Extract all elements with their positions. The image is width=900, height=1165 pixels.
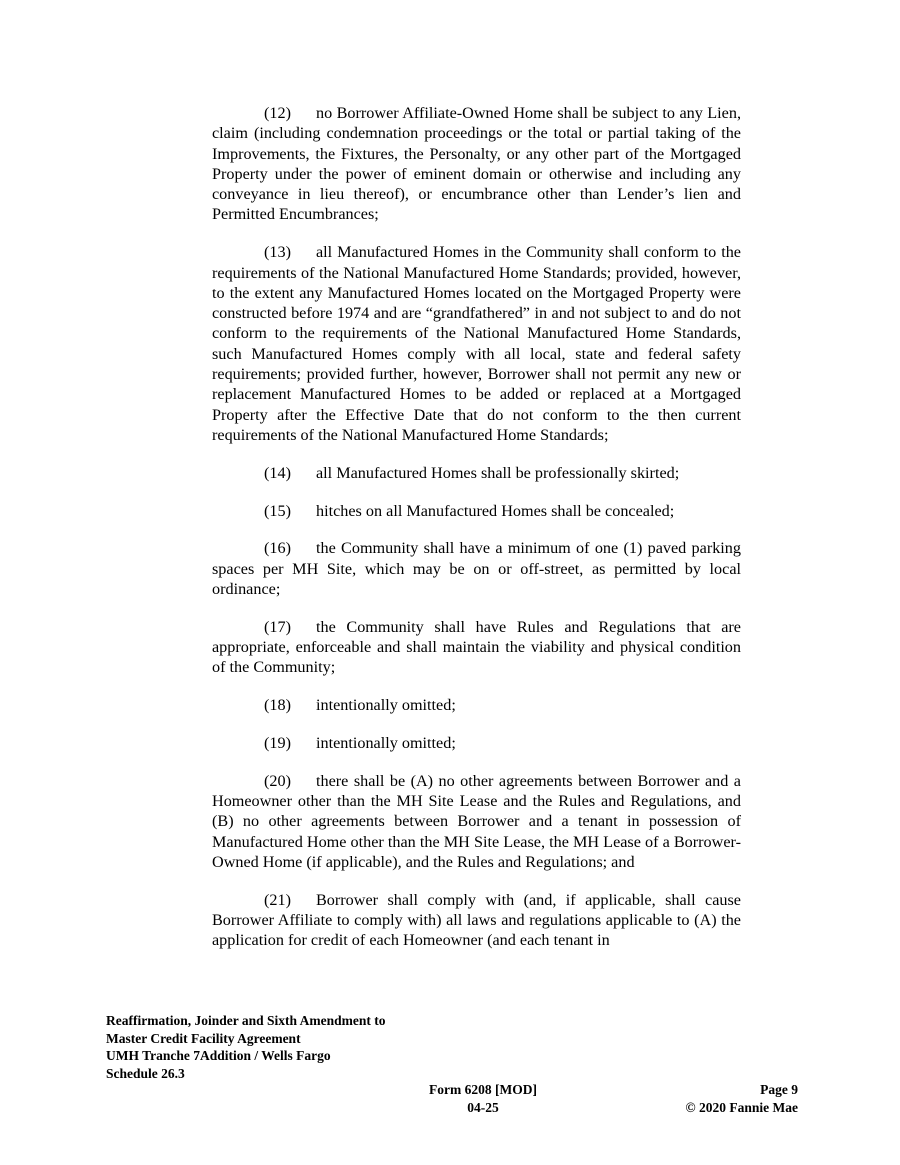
- footer-page-number: Page 9: [760, 1082, 798, 1097]
- paragraph-21: [212, 890, 741, 951]
- footer-copyright: © 2020 Fannie Mae: [685, 1099, 798, 1115]
- paragraph-17: [212, 617, 741, 678]
- footer-form-number: Form 6208 [MOD]: [429, 1082, 537, 1097]
- paragraph-20: [212, 771, 741, 872]
- paragraph-text: the Community shall have a minimum of one (1) paved parking spaces per MH Site, which may be on or off-street, as permitted by local ordinance;: [212, 539, 741, 598]
- paragraph-14: [212, 463, 741, 483]
- paragraph-number: (13): [264, 243, 291, 262]
- footer-document-title: [106, 1012, 386, 1082]
- footer-title-line: Reaffirmation, Joinder and Sixth Amendment to: [106, 1013, 386, 1028]
- paragraph-text: there shall be (A) no other agreements between Borrower and a Homeowner other than the MH Site Lease and the Rules and Regulations, and (B) no other agreements between Borrower and a tenant in possession of Manufactured Home other than the MH Site Lease, the MH Lease of a Borrower-Owned Home (if applicable), and the Rules and Regulations; and: [212, 771, 741, 871]
- paragraph-number: (16): [264, 539, 291, 558]
- paragraph-text: Borrower shall comply with (and, if applicable, shall cause Borrower Affiliate to comply with) all laws and regulations applicable to (A) the application for credit of each Homeowner (and each tenant in: [212, 890, 741, 950]
- paragraph-number: (18): [264, 696, 291, 715]
- paragraph-number: (12): [264, 104, 291, 122]
- paragraph-13: [212, 242, 741, 445]
- paragraph-number: (21): [264, 890, 291, 909]
- footer-form-info: [408, 1081, 558, 1116]
- paragraph-15: [212, 501, 741, 521]
- footer-title-line: UMH Tranche 7Addition / Wells Fargo: [106, 1048, 331, 1064]
- paragraph-text: all Manufactured Homes shall be professionally skirted;: [316, 463, 680, 482]
- paragraph-number: (15): [264, 501, 291, 520]
- footer-title-line: Master Credit Facility Agreement: [106, 1030, 301, 1046]
- paragraph-text: the Community shall have Rules and Regulations that are appropriate, enforceable and shall maintain the viability and physical condition of the Community;: [212, 617, 741, 677]
- footer-page-info: [646, 1081, 798, 1116]
- paragraph-number: (14): [264, 463, 291, 482]
- paragraph-19: [212, 733, 741, 753]
- paragraph-number: (20): [264, 771, 291, 790]
- paragraph-text: intentionally omitted;: [316, 696, 456, 715]
- paragraph-18: [212, 695, 741, 715]
- paragraph-text: intentionally omitted;: [316, 733, 456, 752]
- document-body: [212, 103, 741, 968]
- paragraph-number: (19): [264, 733, 291, 752]
- footer-title-line: Schedule 26.3: [106, 1065, 185, 1081]
- paragraph-16: [212, 538, 741, 599]
- paragraph-text: hitches on all Manufactured Homes shall be concealed;: [316, 501, 675, 520]
- paragraph-12: [212, 103, 741, 225]
- footer-form-date: 04-25: [467, 1099, 499, 1115]
- paragraph-number: (17): [264, 617, 291, 636]
- paragraph-text: all Manufactured Homes in the Community shall conform to the requirements of the National Manufactured Home Standards; provided, however, to the extent any Manufactured Homes located on the Mortgaged Property were constructed before 1974 and are “grandfathered” in and not subject to and do not conform to the requirements of the National Manufactured Home Standards, such Manufactured Homes comply with all local, state and federal safety requirements; provided further, however, Borrower shall not permit any new or replacement Manufactured Homes to be added or replaced at a Mortgaged Property after the Effective Date that do not conform to the then current requirements of the National Manufactured Home Standards;: [212, 243, 741, 444]
- paragraph-text: no Borrower Affiliate-Owned Home shall be subject to any Lien, claim (including condemnation proceedings or the total or partial taking of the Improvements, the Fixtures, the Personalty, or any other part of the Mortgaged Property under the power of eminent domain or otherwise and including any conveyance in lieu thereof), or encumbrance other than Lender’s lien and Permitted Encumbrances;: [212, 104, 741, 224]
